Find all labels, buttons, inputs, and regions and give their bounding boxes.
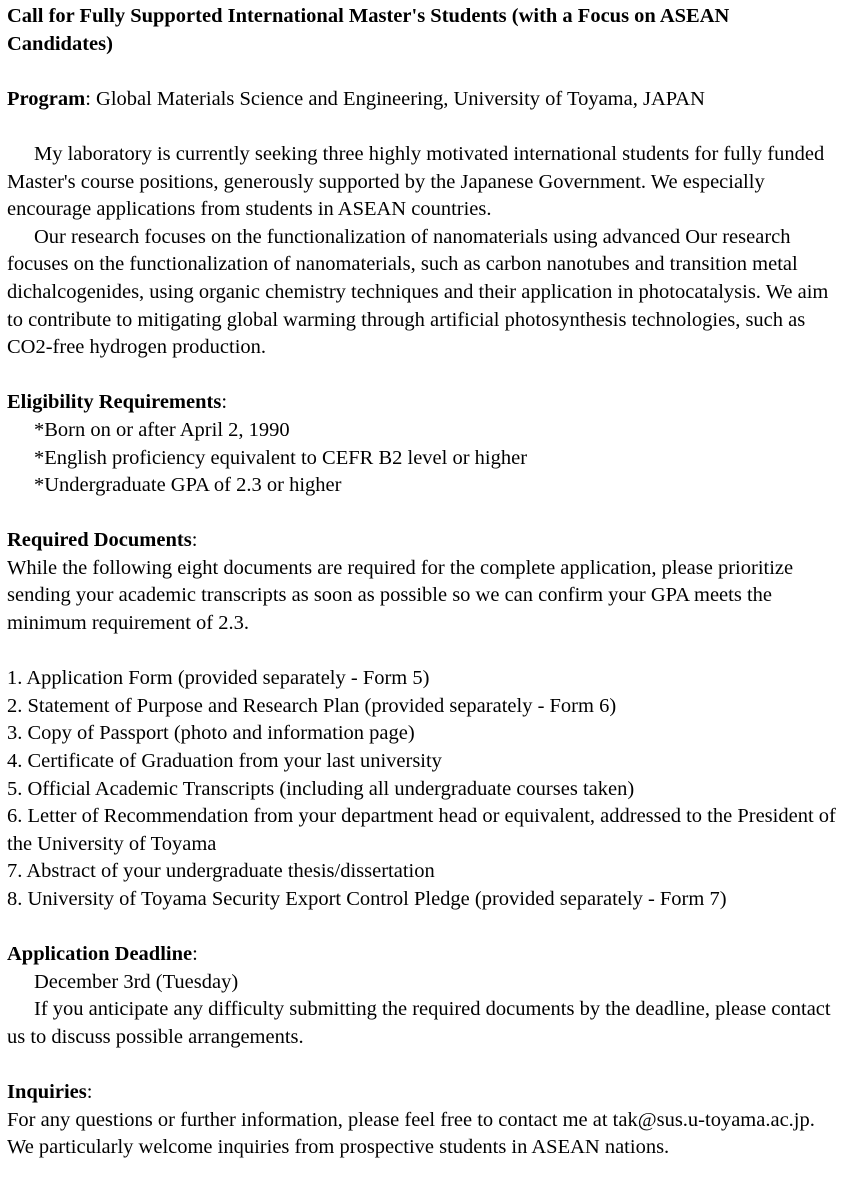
document-item: 6. Letter of Recommendation from your department head or equivalent, addressed to the President of the University of Toyama <box>7 805 836 855</box>
document-item: 2. Statement of Purpose and Research Plan (provided separately - Form 6) <box>7 694 617 717</box>
document-item: 1. Application Form (provided separately - Form 5) <box>7 667 430 690</box>
spacer <box>7 58 840 86</box>
spacer <box>7 113 840 141</box>
inquiries-section <box>7 1079 840 1162</box>
inquiries-heading: Inquiries <box>7 1081 87 1104</box>
deadline-heading-line <box>7 941 840 969</box>
documents-intro: While the following eight documents are required for the complete application, please prioritize sending your academic transcripts as soon as possible so we can confirm your GPA meets the minimum requirement of 2.3. <box>7 556 794 635</box>
eligibility-item: *English proficiency equivalent to CEFR B2 level or higher <box>34 446 528 469</box>
documents-heading-line <box>7 527 840 555</box>
spacer <box>7 638 840 666</box>
intro-paragraph-2: Our research focuses on the functionalization of nanomaterials using advanced Our research focuses on the functionalization of nanomaterials, such as carbon nanotubes and transition metal dichalcogenides, using organic chemistry techniques and their application in photocatalysis. We aim to contribute to mitigating global warming through artificial photosynthesis technologies, such as CO2-free hydrogen production. <box>7 225 829 359</box>
eligibility-colon: : <box>221 391 228 414</box>
program-line <box>7 86 840 114</box>
eligibility-section <box>7 389 840 499</box>
inquiries-colon: : <box>86 1081 93 1104</box>
deadline-note: If you anticipate any difficulty submitting the required documents by the deadline, please contact us to discuss possible arrangements. <box>7 998 831 1048</box>
document-item: 8. University of Toyama Security Export Control Pledge (provided separately - Form 7) <box>7 888 727 910</box>
deadline-colon: : <box>192 943 198 966</box>
deadline-date: December 3rd (Tuesday) <box>34 970 239 993</box>
spacer <box>7 914 840 942</box>
program-label: Program <box>7 87 86 110</box>
documents-heading: Required Documents <box>7 529 192 552</box>
document-title: Call for Fully Supported International Master's Students (with a Focus on ASEAN Candidates) <box>7 5 730 55</box>
documents-colon: : <box>191 529 198 552</box>
eligibility-heading-line <box>7 389 840 417</box>
inquiries-heading-line <box>7 1079 840 1107</box>
eligibility-heading: Eligibility Requirements <box>7 391 222 414</box>
spacer <box>7 362 840 390</box>
eligibility-item: *Born on or after April 2, 1990 <box>34 418 290 441</box>
document-item: 5. Official Academic Transcripts (including all undergraduate courses taken) <box>7 777 635 800</box>
document-item: 3. Copy of Passport (photo and information page) <box>7 722 415 745</box>
documents-section <box>7 527 840 913</box>
deadline-heading: Application Deadline <box>7 943 193 966</box>
document-item: 7. Abstract of your undergraduate thesis/dissertation <box>7 860 435 883</box>
document-item: 4. Certificate of Graduation from your last university <box>7 750 442 773</box>
spacer <box>7 500 840 528</box>
inquiries-text: For any questions or further information, please feel free to contact me at tak@sus.u-toyama.ac.jp. We particularly welcome inquiries from prospective students in ASEAN nations. <box>7 1108 815 1159</box>
deadline-section <box>7 941 840 1051</box>
program-value: : Global Materials Science and Engineering, University of Toyama, JAPAN <box>85 87 705 110</box>
intro-paragraph-1: My laboratory is currently seeking three highly motivated international students for fully funded Master's course positions, generously supported by the Japanese Government. We especially encourage applications from students in ASEAN countries. <box>7 142 825 221</box>
eligibility-item: *Undergraduate GPA of 2.3 or higher <box>34 474 342 497</box>
spacer <box>7 1052 840 1080</box>
